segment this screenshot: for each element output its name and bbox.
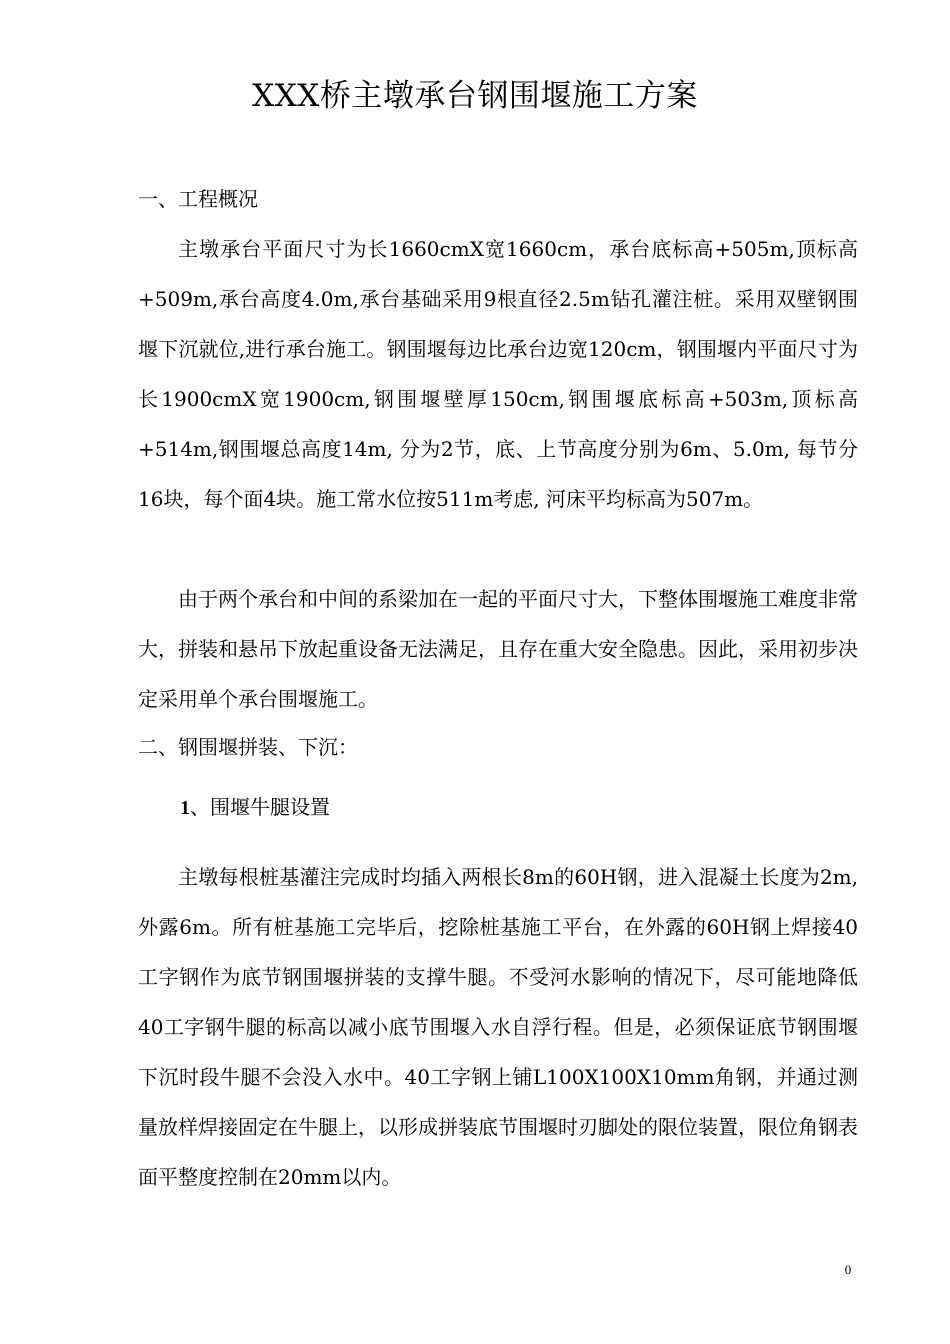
- subsection-heading-bracket: [180, 792, 330, 823]
- overview-paragraph-1: 主墩承台平面尺寸为长1660cmX宽1660cm，承台底标高+505m,顶标高+509m,承台高度4.0m,承台基础采用9根直径2.5m钻孔灌注桩。采用双壁钢围堰下沉就位,进行承台施工。钢围堰每边比承台边宽120cm，钢围堰内平面尺寸为长1900cmX宽1900cm,钢围堰壁厚150cm,钢围堰底标高+503m,顶标高+514m,钢围堰总高度14m, 分为2节，底、上节高度分别为6m、5.0m, 每节分16块，每个面4块。施工常水位按511m考虑, 河床平均标高为507m。: [138, 237, 858, 511]
- section-heading-overview: 一、工程概况: [138, 187, 258, 211]
- document-title: XXX桥主墩承台钢围堰施工方案: [252, 78, 698, 114]
- subsection-number: 1: [180, 797, 190, 819]
- subsection-title: 、围堰牛腿设置: [190, 795, 330, 819]
- overview-paragraph-2: 由于两个承台和中间的系梁加在一起的平面尺寸大，下整体围堰施工难度非常大，拼装和悬吊下放起重设备无法满足，且存在重大安全隐患。因此，采用初步决定采用单个承台围堰施工。: [138, 587, 858, 711]
- page-number: 0: [844, 1262, 852, 1277]
- section-heading-cofferdam-assembly: 二、钢围堰拼装、下沉：: [138, 735, 358, 759]
- bracket-paragraph: 主墩每根桩基灌注完成时均插入两根长8m的60H钢，进入混凝土长度为2m, 外露6m。所有桩基施工完毕后，挖除桩基施工平台，在外露的60H钢上焊接40工字钢作为底节钢围堰拼装的支撑牛腿。不受河水影响的情况下，尽可能地降低40工字钢牛腿的标高以减小底节围堰入水自浮行程。但是，必须保证底节钢围堰下沉时段牛腿不会没入水中。40工字钢上铺L100X100X10mm角钢，并通过测量放样焊接固定在牛腿上，以形成拼装底节围堰时刃脚处的限位装置，限位角钢表面平整度控制在20mm以内。: [138, 865, 858, 1189]
